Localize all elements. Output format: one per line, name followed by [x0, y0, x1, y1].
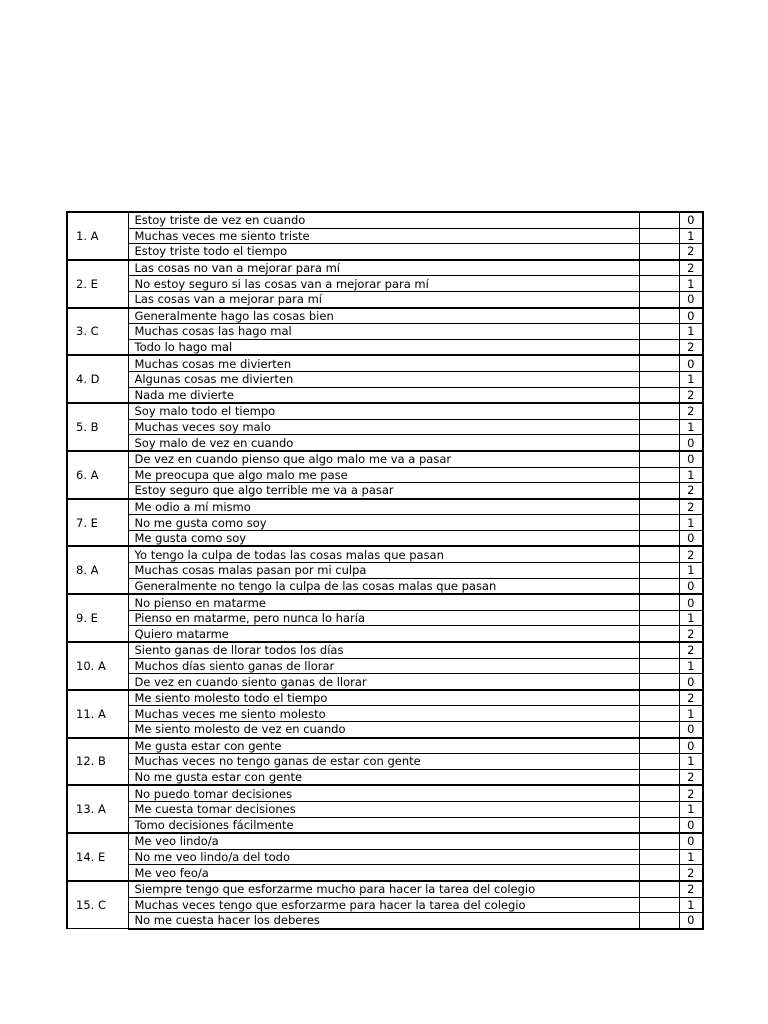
- option-text: Muchas cosas las hago mal: [128, 324, 639, 340]
- response-cell[interactable]: [639, 244, 679, 260]
- response-cell[interactable]: [639, 339, 679, 355]
- option-text: Las cosas no van a mejorar para mí: [128, 260, 639, 276]
- option-row: [67, 228, 703, 244]
- option-score: 2: [679, 690, 703, 706]
- option-row: [67, 785, 703, 801]
- option-score: 1: [679, 467, 703, 483]
- response-cell[interactable]: [639, 515, 679, 531]
- option-row: [67, 291, 703, 307]
- response-cell[interactable]: [639, 467, 679, 483]
- response-cell[interactable]: [639, 849, 679, 865]
- option-row: [67, 371, 703, 387]
- option-score: 0: [679, 291, 703, 307]
- option-text: Muchas cosas malas pasan por mi culpa: [128, 563, 639, 579]
- option-row: [67, 690, 703, 706]
- option-row: [67, 913, 703, 929]
- option-text: Muchas veces no tengo ganas de estar con gente: [128, 754, 639, 770]
- option-score: 2: [679, 769, 703, 785]
- response-cell[interactable]: [639, 897, 679, 913]
- option-score: 1: [679, 563, 703, 579]
- option-text: Muchas veces tengo que esforzarme para hacer la tarea del colegio: [128, 897, 639, 913]
- item-number: 3. C: [67, 308, 128, 356]
- option-score: 2: [679, 387, 703, 403]
- option-score: 2: [679, 403, 703, 419]
- option-row: [67, 626, 703, 642]
- option-row: [67, 769, 703, 785]
- response-cell[interactable]: [639, 690, 679, 706]
- option-text: Me preocupa que algo malo me pase: [128, 467, 639, 483]
- option-text: Muchas veces soy malo: [128, 419, 639, 435]
- response-cell[interactable]: [639, 578, 679, 594]
- option-row: [67, 403, 703, 419]
- option-row: [67, 355, 703, 371]
- option-score: 0: [679, 212, 703, 228]
- option-row: [67, 435, 703, 451]
- option-row: [67, 244, 703, 260]
- questionnaire-body: [67, 212, 703, 929]
- option-score: 0: [679, 530, 703, 546]
- option-text: No me gusta estar con gente: [128, 769, 639, 785]
- item-number: 1. A: [67, 212, 128, 260]
- response-cell[interactable]: [639, 276, 679, 292]
- response-cell[interactable]: [639, 913, 679, 929]
- response-cell[interactable]: [639, 738, 679, 754]
- option-row: [67, 499, 703, 515]
- response-cell[interactable]: [639, 642, 679, 658]
- item-number: 14. E: [67, 833, 128, 881]
- option-row: [67, 467, 703, 483]
- item-number: 8. A: [67, 546, 128, 594]
- option-text: Me gusta como soy: [128, 530, 639, 546]
- option-text: No estoy seguro si las cosas van a mejorar para mí: [128, 276, 639, 292]
- item-number: 15. C: [67, 881, 128, 929]
- option-text: Pienso en matarme, pero nunca lo haría: [128, 610, 639, 626]
- option-row: [67, 276, 703, 292]
- option-score: 2: [679, 339, 703, 355]
- response-cell[interactable]: [639, 308, 679, 324]
- item-number: 11. A: [67, 690, 128, 738]
- option-score: 1: [679, 706, 703, 722]
- option-text: Nada me divierte: [128, 387, 639, 403]
- item-number: 10. A: [67, 642, 128, 690]
- option-row: [67, 419, 703, 435]
- option-text: Algunas cosas me divierten: [128, 371, 639, 387]
- response-cell[interactable]: [639, 403, 679, 419]
- option-score: 1: [679, 419, 703, 435]
- option-text: De vez en cuando siento ganas de llorar: [128, 674, 639, 690]
- option-row: [67, 451, 703, 467]
- response-cell[interactable]: [639, 419, 679, 435]
- response-cell[interactable]: [639, 291, 679, 307]
- option-score: 1: [679, 754, 703, 770]
- option-text: Soy malo todo el tiempo: [128, 403, 639, 419]
- response-cell[interactable]: [639, 212, 679, 228]
- option-row: [67, 387, 703, 403]
- option-text: Quiero matarme: [128, 626, 639, 642]
- option-score: 0: [679, 578, 703, 594]
- response-cell[interactable]: [639, 594, 679, 610]
- option-row: [67, 530, 703, 546]
- option-text: No puedo tomar decisiones: [128, 785, 639, 801]
- option-score: 0: [679, 833, 703, 849]
- response-cell[interactable]: [639, 833, 679, 849]
- response-cell[interactable]: [639, 706, 679, 722]
- response-cell[interactable]: [639, 387, 679, 403]
- option-score: 1: [679, 228, 703, 244]
- option-row: [67, 594, 703, 610]
- item-number: 4. D: [67, 355, 128, 403]
- response-cell[interactable]: [639, 817, 679, 833]
- option-row: [67, 212, 703, 228]
- option-score: 1: [679, 610, 703, 626]
- option-score: 2: [679, 546, 703, 562]
- option-text: Las cosas van a mejorar para mí: [128, 291, 639, 307]
- response-cell[interactable]: [639, 324, 679, 340]
- option-score: 0: [679, 594, 703, 610]
- response-cell[interactable]: [639, 658, 679, 674]
- option-score: 0: [679, 435, 703, 451]
- option-row: [67, 881, 703, 897]
- option-score: 1: [679, 371, 703, 387]
- option-score: 0: [679, 817, 703, 833]
- option-text: Siento ganas de llorar todos los días: [128, 642, 639, 658]
- item-number: 5. B: [67, 403, 128, 451]
- response-cell[interactable]: [639, 260, 679, 276]
- option-text: Muchas cosas me divierten: [128, 355, 639, 371]
- option-row: [67, 546, 703, 562]
- option-score: 2: [679, 642, 703, 658]
- response-cell[interactable]: [639, 610, 679, 626]
- option-text: Me odio a mí mismo: [128, 499, 639, 515]
- option-text: De vez en cuando pienso que algo malo me va a pasar: [128, 451, 639, 467]
- option-text: Muchas veces me siento triste: [128, 228, 639, 244]
- response-cell[interactable]: [639, 865, 679, 881]
- option-text: Generalmente no tengo la culpa de las cosas malas que pasan: [128, 578, 639, 594]
- response-cell[interactable]: [639, 530, 679, 546]
- option-row: [67, 865, 703, 881]
- option-score: 0: [679, 722, 703, 738]
- response-cell[interactable]: [639, 371, 679, 387]
- option-row: [67, 642, 703, 658]
- option-row: [67, 754, 703, 770]
- option-score: 2: [679, 499, 703, 515]
- option-text: Tomo decisiones fácilmente: [128, 817, 639, 833]
- option-row: [67, 674, 703, 690]
- response-cell[interactable]: [639, 722, 679, 738]
- option-row: [67, 658, 703, 674]
- option-row: [67, 833, 703, 849]
- option-row: [67, 706, 703, 722]
- option-row: [67, 308, 703, 324]
- response-cell[interactable]: [639, 881, 679, 897]
- option-text: Estoy triste todo el tiempo: [128, 244, 639, 260]
- option-row: [67, 260, 703, 276]
- option-text: Generalmente hago las cosas bien: [128, 308, 639, 324]
- response-cell[interactable]: [639, 355, 679, 371]
- response-cell[interactable]: [639, 563, 679, 579]
- option-text: Soy malo de vez en cuando: [128, 435, 639, 451]
- option-score: 0: [679, 355, 703, 371]
- item-number: 7. E: [67, 499, 128, 547]
- option-score: 2: [679, 626, 703, 642]
- option-row: [67, 483, 703, 499]
- option-row: [67, 610, 703, 626]
- option-text: Estoy seguro que algo terrible me va a pasar: [128, 483, 639, 499]
- response-cell[interactable]: [639, 801, 679, 817]
- item-number: 12. B: [67, 738, 128, 786]
- response-cell[interactable]: [639, 626, 679, 642]
- questionnaire-table: [66, 211, 704, 930]
- option-text: Todo lo hago mal: [128, 339, 639, 355]
- response-cell[interactable]: [639, 483, 679, 499]
- option-score: 0: [679, 451, 703, 467]
- option-score: 1: [679, 276, 703, 292]
- option-score: 0: [679, 738, 703, 754]
- item-number: 9. E: [67, 594, 128, 642]
- option-row: [67, 515, 703, 531]
- response-cell[interactable]: [639, 435, 679, 451]
- option-score: 2: [679, 260, 703, 276]
- option-row: [67, 801, 703, 817]
- option-score: 1: [679, 897, 703, 913]
- option-text: Siempre tengo que esforzarme mucho para hacer la tarea del colegio: [128, 881, 639, 897]
- option-row: [67, 817, 703, 833]
- option-score: 1: [679, 658, 703, 674]
- option-text: No pienso en matarme: [128, 594, 639, 610]
- option-score: 1: [679, 324, 703, 340]
- option-row: [67, 722, 703, 738]
- option-score: 1: [679, 849, 703, 865]
- option-row: [67, 897, 703, 913]
- option-text: Me siento molesto todo el tiempo: [128, 690, 639, 706]
- option-score: 2: [679, 865, 703, 881]
- option-text: No me cuesta hacer los deberes: [128, 913, 639, 929]
- option-text: Me gusta estar con gente: [128, 738, 639, 754]
- option-text: Me veo feo/a: [128, 865, 639, 881]
- response-cell[interactable]: [639, 451, 679, 467]
- response-cell[interactable]: [639, 754, 679, 770]
- option-text: Muchos días siento ganas de llorar: [128, 658, 639, 674]
- option-score: 2: [679, 881, 703, 897]
- item-number: 13. A: [67, 785, 128, 833]
- option-text: Estoy triste de vez en cuando: [128, 212, 639, 228]
- option-score: 2: [679, 483, 703, 499]
- option-text: Yo tengo la culpa de todas las cosas malas que pasan: [128, 546, 639, 562]
- option-text: Muchas veces me siento molesto: [128, 706, 639, 722]
- option-row: [67, 578, 703, 594]
- option-text: Me siento molesto de vez en cuando: [128, 722, 639, 738]
- response-cell[interactable]: [639, 228, 679, 244]
- option-score: 2: [679, 785, 703, 801]
- option-text: Me veo lindo/a: [128, 833, 639, 849]
- option-score: 0: [679, 308, 703, 324]
- option-score: 0: [679, 674, 703, 690]
- response-cell[interactable]: [639, 769, 679, 785]
- option-score: 1: [679, 801, 703, 817]
- option-score: 0: [679, 913, 703, 929]
- option-row: [67, 563, 703, 579]
- option-row: [67, 339, 703, 355]
- option-text: No me gusta como soy: [128, 515, 639, 531]
- response-cell[interactable]: [639, 546, 679, 562]
- response-cell[interactable]: [639, 785, 679, 801]
- option-text: Me cuesta tomar decisiones: [128, 801, 639, 817]
- option-text: No me veo lindo/a del todo: [128, 849, 639, 865]
- response-cell[interactable]: [639, 499, 679, 515]
- option-row: [67, 324, 703, 340]
- option-score: 1: [679, 515, 703, 531]
- item-number: 2. E: [67, 260, 128, 308]
- response-cell[interactable]: [639, 674, 679, 690]
- option-score: 2: [679, 244, 703, 260]
- item-number: 6. A: [67, 451, 128, 499]
- option-row: [67, 738, 703, 754]
- option-row: [67, 849, 703, 865]
